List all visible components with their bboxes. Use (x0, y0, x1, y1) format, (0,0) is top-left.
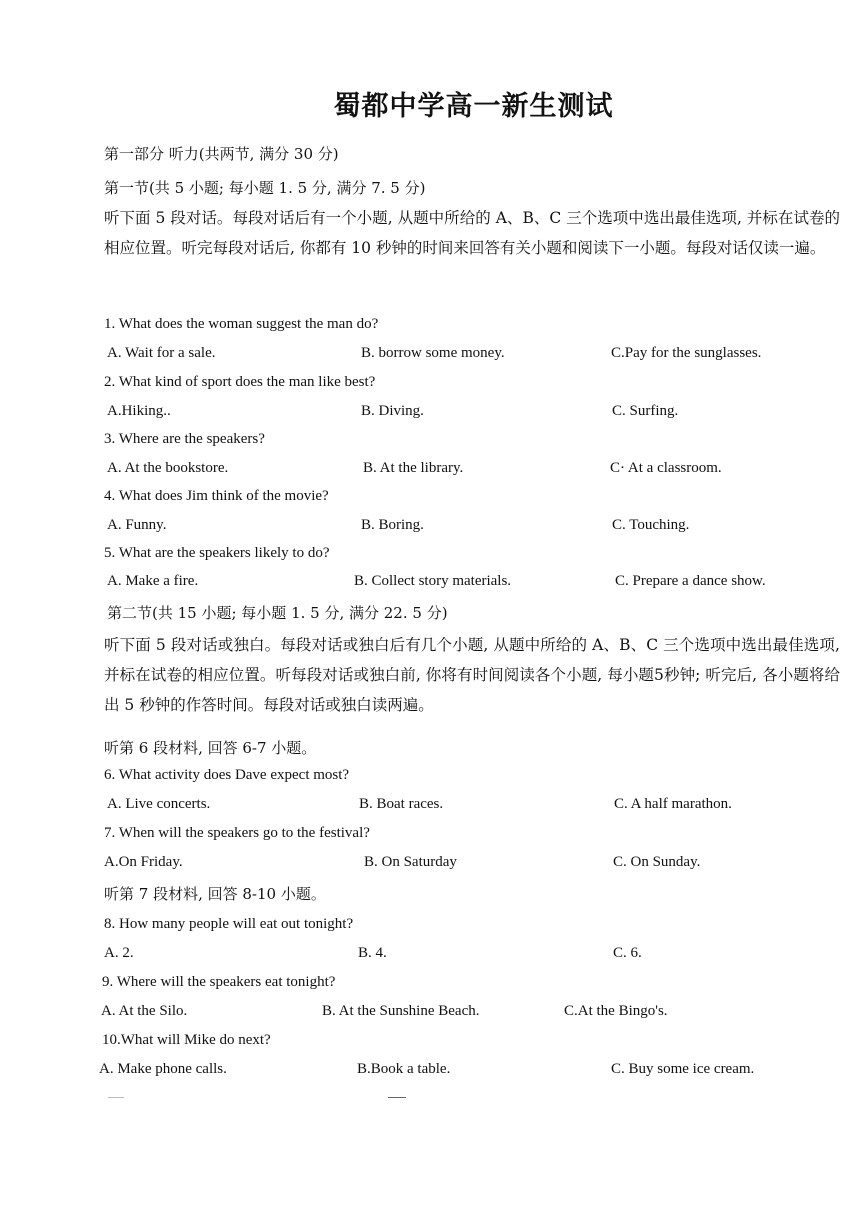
question-8: 8. How many people will eat out tonight? (104, 916, 354, 932)
q9-option-c: C.At the Bingo's. (564, 1003, 668, 1019)
question-9: 9. Where will the speakers eat tonight? (102, 974, 336, 990)
q3-option-b: B. At the library. (363, 460, 464, 476)
q5-option-a: A. Make a fire. (107, 573, 199, 589)
page-title: 蜀都中学高一新生测试 (333, 91, 614, 122)
material-7-label: 听第 7 段材料, 回答 8-10 小题。 (104, 885, 326, 903)
q6-option-c: C. A half marathon. (614, 796, 732, 812)
q6-option-a: A. Live concerts. (107, 796, 211, 812)
section2-instructions: 听下面 5 段对话或独白。每段对话或独白后有几个小题, 从题中所给的 A、B、C 三个选项中选出最佳选项, 并标在试卷的相应位置。听每段对话或独白前, 你将有时间阅读各个小题, 每小题5秒钟; 听完后, 各小题将给出 5 秒钟的作答时间。每段对话或独白读两遍。 (104, 636, 840, 714)
question-7: 7. When will the speakers go to the festival? (104, 825, 370, 841)
q8-option-a: A. 2. (104, 945, 134, 961)
q10-option-a: A. Make phone calls. (99, 1061, 227, 1077)
q5-option-b: B. Collect story materials. (354, 573, 512, 589)
question-5: 5. What are the speakers likely to do? (104, 545, 330, 561)
q7-option-a: A.On Friday. (104, 854, 183, 870)
question-1: 1. What does the woman suggest the man do? (104, 316, 379, 332)
q2-option-c: C. Surfing. (612, 403, 679, 419)
q4-option-a: A. Funny. (107, 517, 167, 533)
scan-mark (108, 1097, 124, 1098)
question-3: 3. Where are the speakers? (104, 431, 265, 447)
question-10: 10.What will Mike do next? (102, 1032, 271, 1048)
section2-heading: 第二节(共 15 小题; 每小题 1. 5 分, 满分 22. 5 分) (107, 604, 448, 622)
section1-instructions: 听下面 5 段对话。每段对话后有一个小题, 从题中所给的 A、B、C 三个选项中选出最佳选项, 并标在试卷的相应位置。听完每段对话后, 你都有 10 秒钟的时间来回答有关小题和阅读下一小题。每段对话仅读一遍。 (104, 209, 840, 257)
q8-option-b: B. 4. (358, 945, 387, 961)
q3-option-c: C· At a classroom. (610, 460, 722, 476)
q9-option-a: A. At the Silo. (101, 1003, 188, 1019)
q10-option-c: C. Buy some ice cream. (611, 1061, 755, 1077)
q7-option-b: B. On Saturday (364, 854, 457, 870)
q4-option-c: C. Touching. (612, 517, 690, 533)
q8-option-c: C. 6. (613, 945, 642, 961)
section1-heading: 第一节(共 5 小题; 每小题 1. 5 分, 满分 7. 5 分) (104, 179, 426, 197)
material-6-label: 听第 6 段材料, 回答 6-7 小题。 (104, 739, 317, 757)
q1-option-c: C.Pay for the sunglasses. (611, 345, 762, 361)
q1-option-a: A. Wait for a sale. (107, 345, 216, 361)
q2-option-b: B. Diving. (361, 403, 424, 419)
q2-option-a: A.Hiking.. (107, 403, 171, 419)
scan-mark (388, 1097, 406, 1098)
question-6: 6. What activity does Dave expect most? (104, 767, 350, 783)
part1-heading: 第一部分 听力(共两节, 满分 30 分) (104, 145, 339, 163)
q9-option-b: B. At the Sunshine Beach. (322, 1003, 480, 1019)
q6-option-b: B. Boat races. (359, 796, 444, 812)
question-2: 2. What kind of sport does the man like best? (104, 374, 376, 390)
q3-option-a: A. At the bookstore. (107, 460, 229, 476)
q1-option-b: B. borrow some money. (361, 345, 505, 361)
question-4: 4. What does Jim think of the movie? (104, 488, 329, 504)
q5-option-c: C. Prepare a dance show. (615, 573, 766, 589)
q10-option-b: B.Book a table. (357, 1061, 451, 1077)
q4-option-b: B. Boring. (361, 517, 424, 533)
q7-option-c: C. On Sunday. (613, 854, 701, 870)
